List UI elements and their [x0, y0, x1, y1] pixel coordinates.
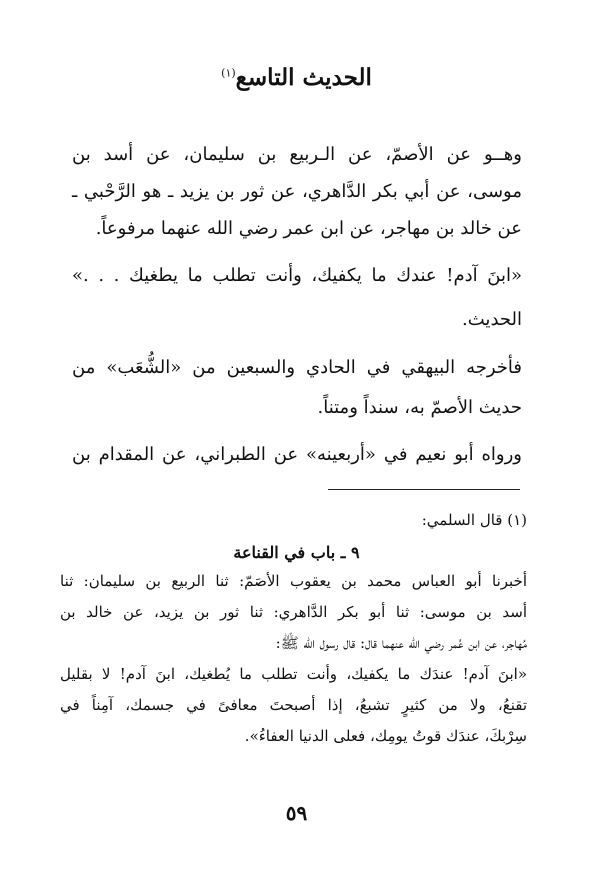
footnote-line: مُهاجر، عن ابن عُمر رضي الله عنهما قال: قال رسول الله ﷺ:: [275, 634, 527, 652]
footnote-line: سِرْبكَ، عندَك قوتُ يومِك، فعلى الدنيا العفاءُ».: [244, 727, 527, 745]
footnote-line: تقنعُ، ولا من كثيرٍ تشبعُ، إذا أصبحتَ معافىً في جسمك، آمِناً في: [60, 696, 527, 714]
footnote-label-block: [60, 510, 527, 530]
text-line: ورواه أبو نعيم في «أربعينه» عن الطبراني، عن المقدام بن: [72, 444, 522, 465]
paragraph-isnad: [72, 144, 522, 240]
text-line: «ابنَ آدم! عندك ما يكفيك، وأنت تطلب ما يطغيك . . .»: [72, 265, 522, 286]
footnote-line: «ابنَ آدم! عندَك ما يكفيك، وأنت تطلب ما يُطغيك، ابنَ آدم! لا بقليل: [60, 665, 527, 683]
text-line: عن خالد بن مهاجر، عن ابن عمر رضي الله عنهما مرفوعاً.: [95, 218, 522, 239]
text-line: الحديث.: [462, 309, 522, 330]
footnote-label: (١) قال السلمي:: [421, 511, 527, 529]
footnote-line: أسد بن موسى: ثنا أبو بكر الدَّاهري: ثنا ثور بن يزيد، عن خالد بن: [60, 603, 527, 621]
title-text: الحديث التاسع: [235, 64, 372, 91]
footnote-body: [60, 571, 527, 746]
footnote-marker: (١): [221, 66, 236, 80]
page-title: [0, 64, 593, 91]
text-line: موسى، عن أبي بكر الدَّاهري، عن ثور بن يزيد ـ هو الرَّحْبي ـ: [72, 181, 522, 202]
footnote-heading: ٩ ـ باب في القناعة: [233, 543, 360, 562]
footnote-line: أخبرنا أبو العباس محمد بن يعقوب الأصَمّ: ثنا الربيع بن سليمان: ثنا: [60, 572, 527, 590]
page-number: ٥٩: [285, 801, 308, 825]
text-line: حديث الأصمّ به، سنداً ومتناً.: [317, 397, 522, 418]
paragraph-hadith-text: [72, 265, 522, 331]
text-line: وهــو عن الأصمّ، عن الـربيع بن سليمان، عن أسد بن: [72, 144, 522, 165]
text-line: فأخرجه البيهقي في الحادي والسبعين من «الشُّعَب» من: [72, 357, 522, 378]
paragraph-narration: [72, 444, 522, 466]
footnote-separator: [328, 489, 520, 490]
paragraph-source: [72, 357, 522, 419]
